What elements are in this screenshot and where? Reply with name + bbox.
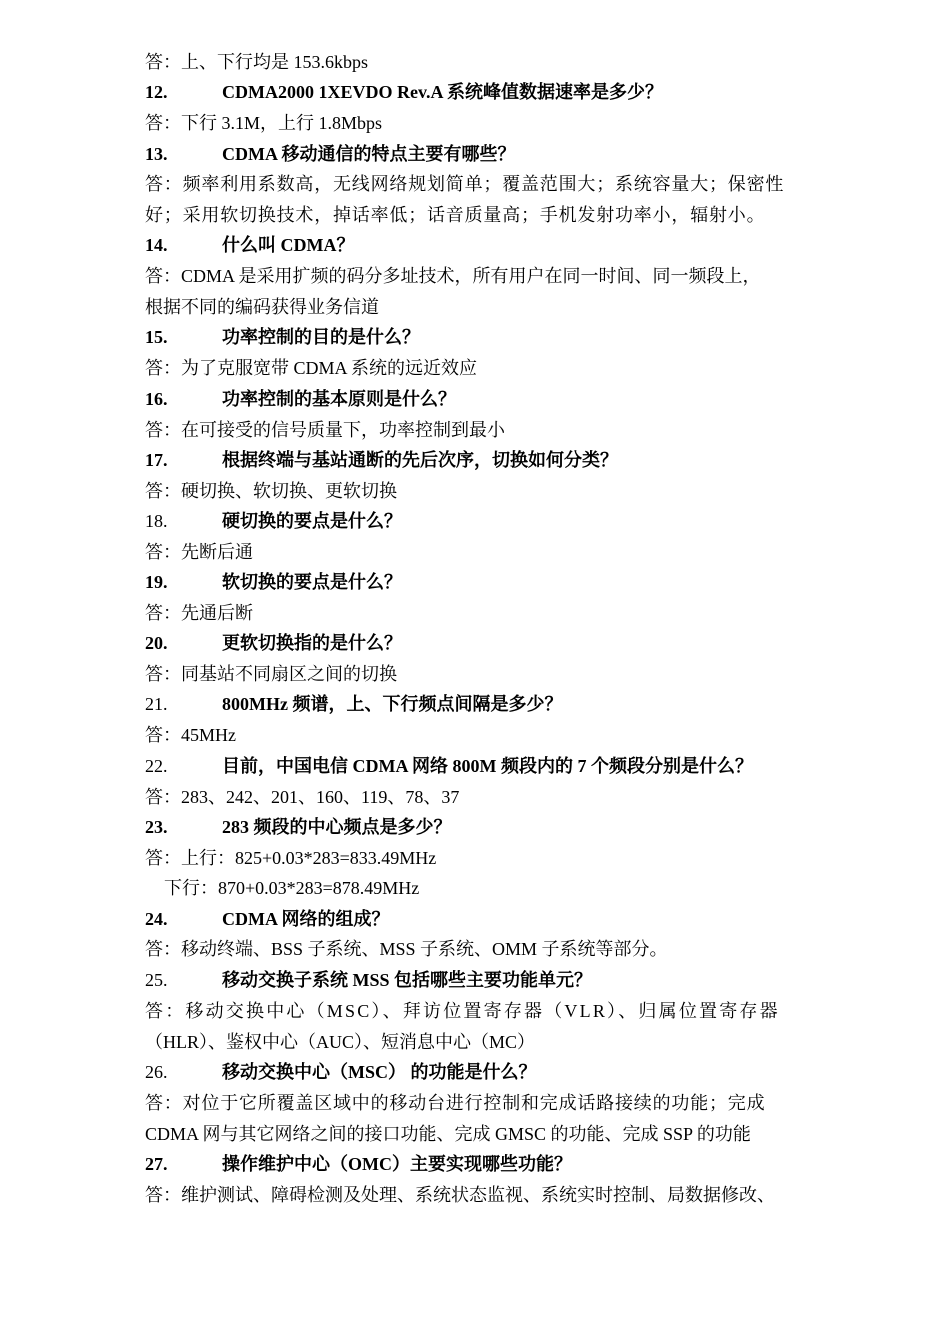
answer-line: 根据不同的编码获得业务信道 [145,297,379,317]
question-text: CDMA 移动通信的特点主要有哪些？ [222,144,516,164]
question-number: 15. [145,327,168,347]
question-line [145,812,452,842]
question-number: 22. [145,756,168,776]
question-number: 21. [145,694,168,714]
question-line [145,445,618,475]
question-line [145,322,420,352]
question-text: 800MHz 频谱，上、下行频点间隔是多少？ [222,694,563,714]
answer-line: 答：上行：825+0.03*283=833.49MHz [145,848,437,868]
answer-line: 答：为了克服宽带 CDMA 系统的远近效应 [145,358,478,378]
question-line [145,1057,537,1087]
question-line [145,751,753,781]
question-number: 24. [145,909,168,929]
answer-line: 答：先通后断 [145,603,253,623]
question-text: 目前，中国电信 CDMA 网络 800M 频段内的 7 个频段分别是什么？ [222,756,753,776]
question-text: 操作维护中心（OMC）主要实现哪些功能？ [222,1154,572,1174]
answer-line: 答：上、下行均是 153.6kbps [145,52,369,72]
question-line [145,567,402,597]
answer-line: 答：频率利用系数高，无线网络规划简单；覆盖范围大；系统容量大；保密性 [145,174,785,194]
question-text: 移动交换子系统 MSS 包括哪些主要功能单元？ [222,970,593,990]
answer-line: 答：维护测试、障碍检测及处理、系统状态监视、系统实时控制、局数据修改、 [145,1185,775,1205]
question-line [145,384,456,414]
answer-line: 答：硬切换、软切换、更软切换 [145,481,397,501]
answer-line: 答：移动终端、BSS 子系统、MSS 子系统、OMM 子系统等部分。 [145,939,668,959]
answer-line: 答：CDMA 是采用扩频的码分多址技术，所有用户在同一时间、同一频段上， [145,266,761,286]
answer-line: 答：283、242、201、160、119、78、37 [145,787,460,807]
question-number: 17. [145,450,168,470]
question-line [145,230,355,260]
question-number: 12. [145,82,168,102]
question-text: 功率控制的基本原则是什么？ [222,389,456,409]
question-line [145,904,390,934]
answer-line: 答：同基站不同扇区之间的切换 [145,664,397,684]
answer-line: 答：下行 3.1M，上行 1.8Mbps [145,113,383,133]
question-line [145,689,562,719]
question-line [145,628,402,658]
answer-line: 下行：870+0.03*283=878.49MHz [164,878,420,898]
question-text: 283 频段的中心频点是多少？ [222,817,452,837]
answer-line: 好；采用软切换技术，掉话率低；话音质量高；手机发射功率小，辐射小。 [145,205,766,225]
question-number: 19. [145,572,168,592]
answer-line: 答：先断后通 [145,542,253,562]
question-number: 27. [145,1154,168,1174]
question-text: 更软切换指的是什么？ [222,633,402,653]
question-line [145,139,516,169]
question-text: CDMA 网络的组成？ [222,909,390,929]
question-text: 根据终端与基站通断的先后次序，切换如何分类？ [222,450,618,470]
question-line [145,1149,572,1179]
question-number: 16. [145,389,168,409]
question-text: 什么叫 CDMA？ [222,235,355,255]
answer-line: 答：移动交换中心（MSC）、拜访位置寄存器（VLR）、归属位置寄存器 [145,1001,780,1021]
question-text: 软切换的要点是什么？ [222,572,402,592]
question-line [145,77,663,107]
answer-line: CDMA 网与其它网络之间的接口功能、完成 GMSC 的功能、完成 SSP 的功能 [145,1124,751,1144]
answer-line: 答：45MHz [145,725,236,745]
question-text: 移动交换中心（MSC） 的功能是什么？ [222,1062,537,1082]
question-number: 14. [145,235,168,255]
answer-line: 答：在可接受的信号质量下，功率控制到最小 [145,420,505,440]
question-number: 26. [145,1062,168,1082]
question-number: 13. [145,144,168,164]
answer-line: 答：对位于它所覆盖区域中的移动台进行控制和完成话路接续的功能；完成 [145,1093,766,1113]
answer-line: （HLR）、鉴权中心（AUC）、短消息中心（MC） [145,1032,536,1052]
question-text: 硬切换的要点是什么？ [222,511,402,531]
question-number: 25. [145,970,168,990]
question-number: 20. [145,633,168,653]
question-number: 23. [145,817,168,837]
question-text: 功率控制的目的是什么？ [222,327,420,347]
question-line [145,965,592,995]
question-line [145,506,402,536]
question-number: 18. [145,511,168,531]
question-text: CDMA2000 1XEVDO Rev.A 系统峰值数据速率是多少？ [222,82,663,102]
